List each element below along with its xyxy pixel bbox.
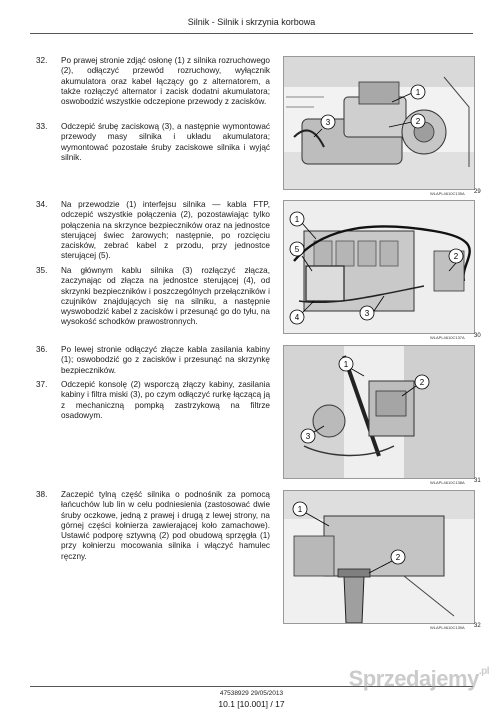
callout-5: 5 xyxy=(294,245,300,254)
figure-code: WLAPL4610C137A xyxy=(430,335,465,340)
step-34 xyxy=(30,200,270,262)
step-number: 36. xyxy=(36,345,48,354)
figure-number: 31 xyxy=(474,478,481,484)
callout-3: 3 xyxy=(325,118,331,127)
step-text: Odczepić śrubę zaciskową (3), a następnie wymontować przewody masy silnika i układu akumulatora; wymontować pozostałe śruby zaciskowe silnika i wyjąć silnik. xyxy=(61,122,270,162)
callout-3: 3 xyxy=(305,432,311,441)
figure-number: 30 xyxy=(474,333,481,339)
callout-3: 3 xyxy=(364,309,370,318)
step-text: Po lewej stronie odłączyć złącze kabla zasilania kabiny (1); oswobodzić go z zacisków i przesunąć na skrzynkę bezpieczników. xyxy=(61,345,270,375)
header-divider xyxy=(30,33,473,34)
figure-29-starter-motor xyxy=(283,56,475,190)
figure-32-engine-support xyxy=(283,490,475,624)
engine-wiring-illustration xyxy=(284,201,474,333)
figure-number: 29 xyxy=(474,189,481,195)
step-text: Na przewodzie (1) interfejsu silnika — kabla FTP, odczepić wszystkie połączenia (2), pozostawiając tylko połączenia na skrzynce bezpieczników oraz na jednostce sterującej świec żarowych; następnie, po rozcięciu zacisków, zebrać kabel z przodu, przy jednostce sterującej (5). xyxy=(61,200,270,261)
step-number: 34. xyxy=(36,200,48,209)
callout-1: 1 xyxy=(297,505,303,514)
starter-motor-illustration xyxy=(284,57,474,189)
callout-4: 4 xyxy=(294,313,300,322)
page-number: 10.1 [10.001] / 17 xyxy=(218,699,285,709)
watermark-text: Sprzedajemy xyxy=(348,666,479,691)
figure-code: WLAPL4610C139A xyxy=(430,625,465,630)
document-code: 47538929 29/05/2013 xyxy=(219,690,284,697)
callout-1: 1 xyxy=(294,215,300,224)
callout-1: 1 xyxy=(415,88,421,97)
callout-2: 2 xyxy=(415,117,421,126)
figure-code: WLAPL4610C135A xyxy=(430,191,465,196)
page-header xyxy=(0,0,503,36)
step-number: 37. xyxy=(36,380,48,389)
step-text: Na głównym kablu silnika (3) rozłączyć złącza, zaczynając od złącza na jednostce sterującej (4), od skrzynki bezpieczników i poszczególnych przełączników i czujników znajdujących się na silniku, a następnie wyswobodzić kabel z zacisków i przesunąć go do tyłu, na wysokość schodków prawostronnych. xyxy=(61,266,270,327)
step-33 xyxy=(30,122,270,163)
step-number: 38. xyxy=(36,490,48,499)
step-number: 32. xyxy=(36,56,48,65)
step-text: Po prawej stronie zdjąć osłonę (1) z silnika rozruchowego (2), odłączyć przewód rozruchowy, wyłącznik akumulatora oraz kabel łączący go z alternatorem, a także rozłączyć alternator i zacisk dodatni akumulatora; oswobodzić wszystkie odczepione przewody z zacisków. xyxy=(61,56,270,107)
step-number: 33. xyxy=(36,122,48,131)
callout-2: 2 xyxy=(453,252,459,261)
watermark-suffix: .pl xyxy=(478,666,489,677)
step-35 xyxy=(30,266,270,328)
step-37 xyxy=(30,380,270,421)
callout-2: 2 xyxy=(419,378,425,387)
step-32 xyxy=(30,56,270,107)
engine-support-illustration xyxy=(284,491,474,623)
section-title: Silnik - Silnik i skrzynia korbowa xyxy=(187,17,316,27)
step-text: Zaczepić tylną część silnika o podnośnik za pomocą łańcuchów lub lin w celu podniesienia (zastosować dwie śruby oczkowe, jedną z prawej i drugą z lewej strony, na górnej części kołnierza zawierającej koło zamachowe). Ustawić podporę sztywną (2) pod obudową sprzęgła (1) przy kołnierzu mocowania silnika i włączyć hamulec ręczny. xyxy=(61,490,270,561)
watermark-logo xyxy=(349,666,489,692)
figure-code: WLAPL4610C138A xyxy=(430,480,465,485)
figure-31-cab-connectors xyxy=(283,345,475,479)
step-38 xyxy=(30,490,270,562)
callout-2: 2 xyxy=(395,553,401,562)
step-36 xyxy=(30,345,270,376)
step-text: Odczepić konsolę (2) wsporczą złączy kabiny, zasilania kabiny i filtra miski (3), po czym odłączyć rurkę łączącą ją z mechaniczną pompką zastrzykową na filtrze osadowym. xyxy=(61,380,270,420)
figure-30-engine-wiring xyxy=(283,200,475,334)
cab-connectors-illustration xyxy=(284,346,474,478)
step-number: 35. xyxy=(36,266,48,275)
callout-1: 1 xyxy=(343,360,349,369)
figure-number: 32 xyxy=(474,623,481,629)
